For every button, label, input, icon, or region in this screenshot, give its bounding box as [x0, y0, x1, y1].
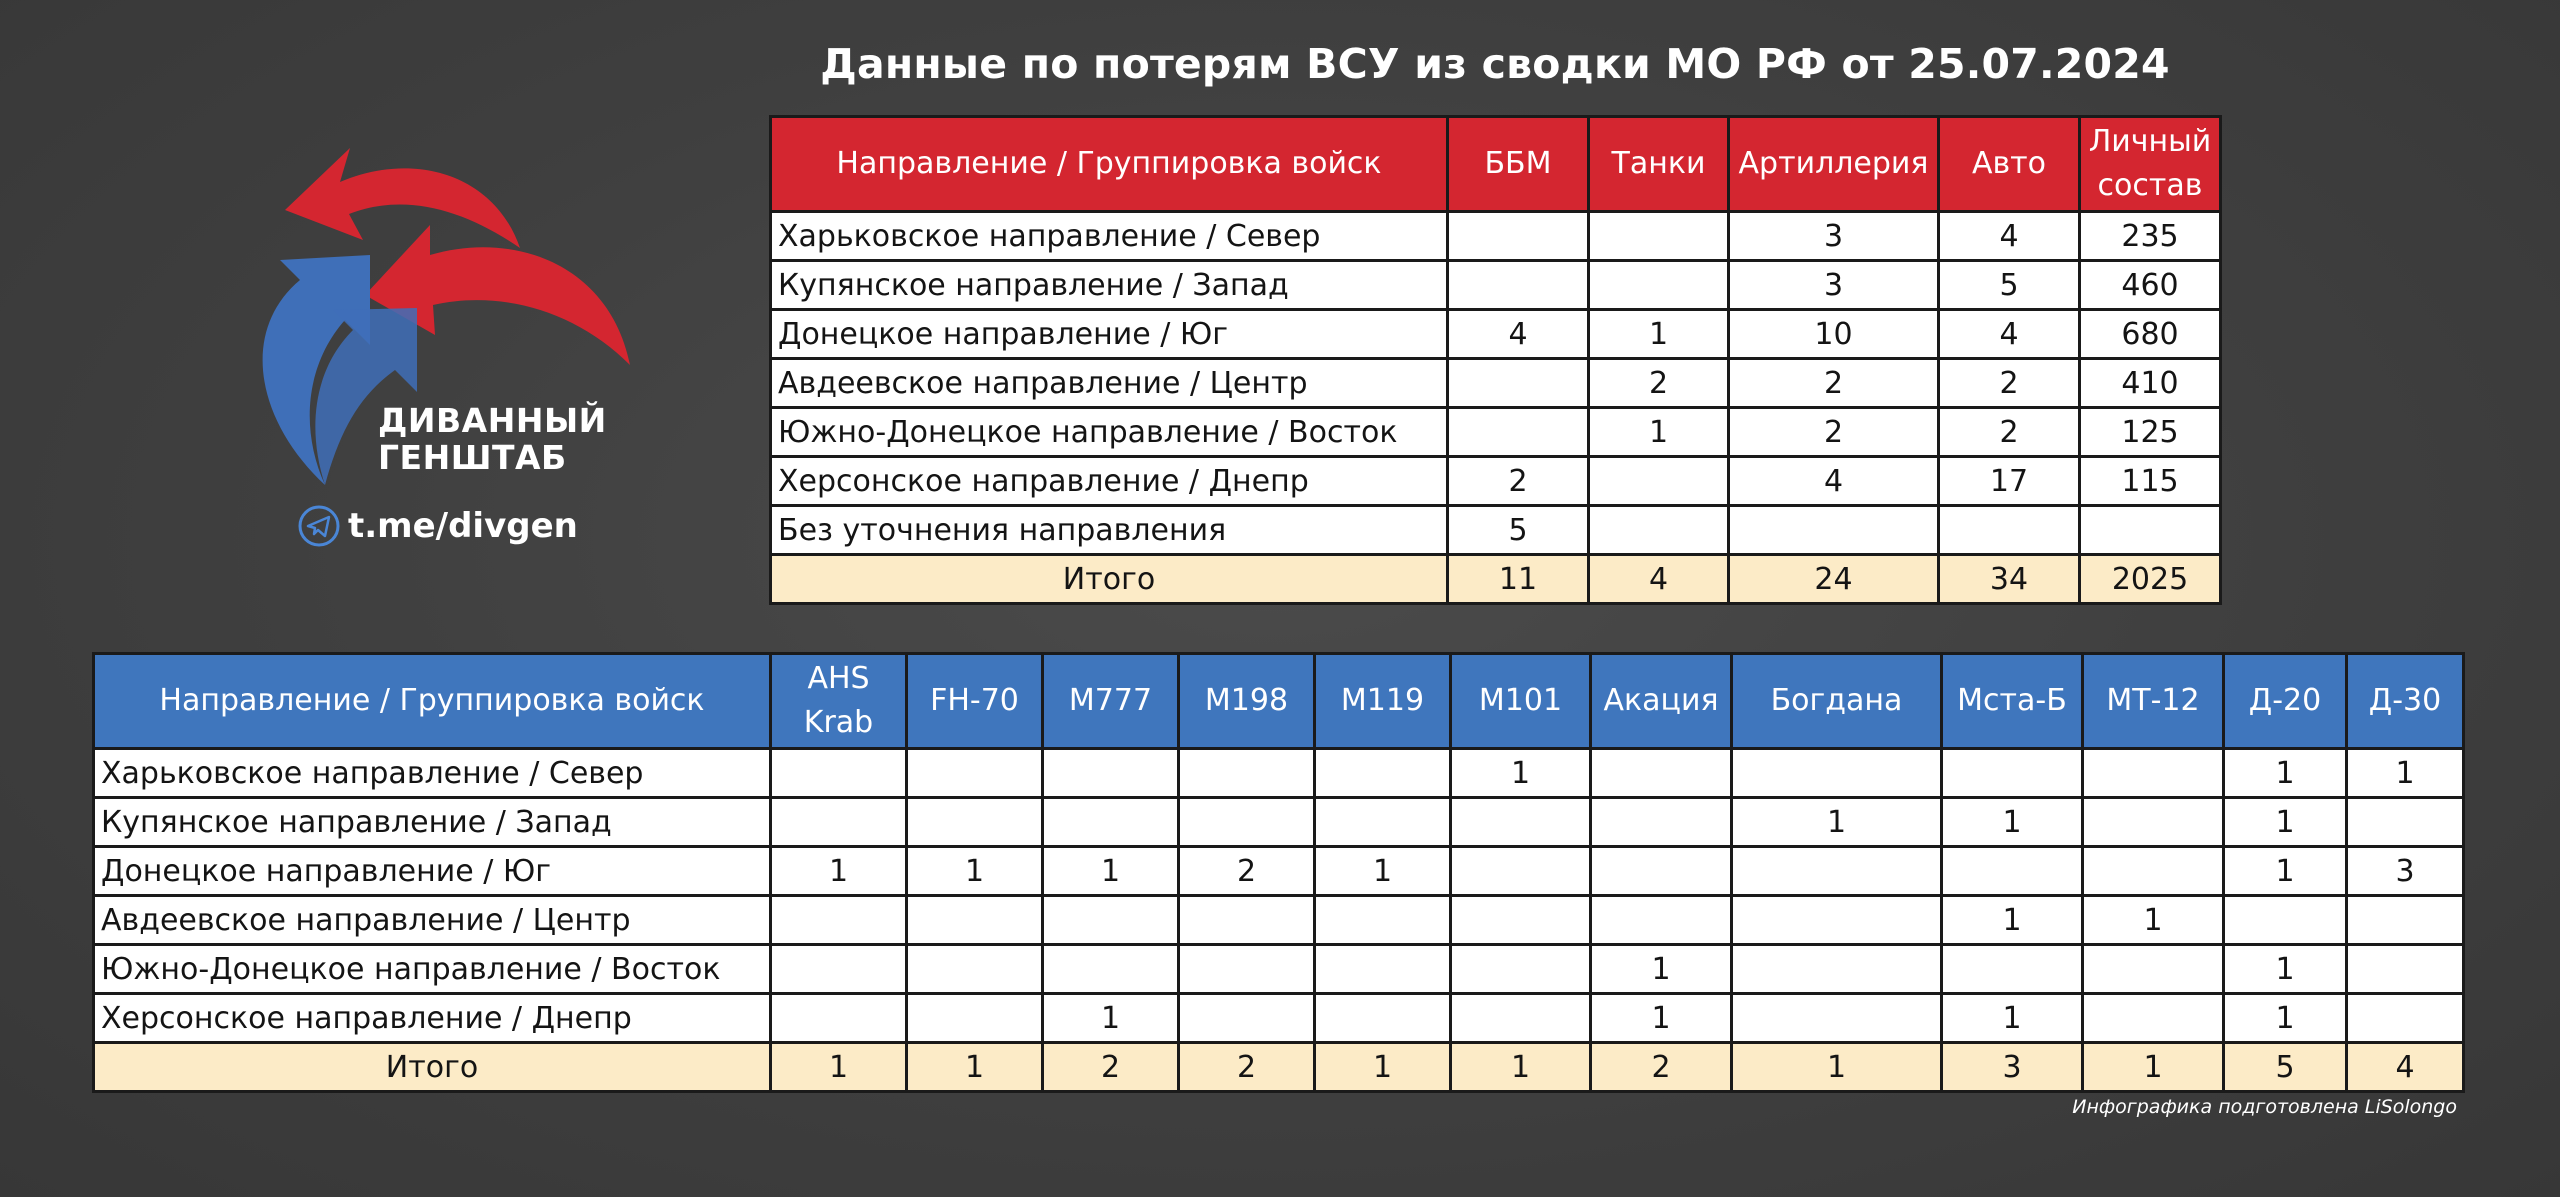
row-label: Авдеевское направление / Центр [771, 359, 1448, 408]
column-header: Акация [1591, 654, 1732, 749]
column-header: Направление / Группировка войск [94, 654, 771, 749]
losses-summary-table [769, 115, 2222, 605]
table-row [94, 798, 2464, 847]
column-header: Д-20 [2224, 654, 2347, 749]
total-cell: 24 [1729, 555, 1939, 604]
table-cell: 3 [2347, 847, 2464, 896]
table-cell: 1 [2224, 798, 2347, 847]
total-cell: 34 [1939, 555, 2080, 604]
table-row [771, 408, 2221, 457]
table-cell [1732, 749, 1942, 798]
table-cell [2347, 945, 2464, 994]
column-header: Личный состав [2080, 117, 2221, 212]
column-header: МТ-12 [2083, 654, 2224, 749]
table-cell [771, 994, 907, 1043]
table-cell [1179, 945, 1315, 994]
table-cell: 4 [1939, 212, 2080, 261]
telegram-link-text: t.me/divgen [348, 506, 578, 546]
table-cell: 5 [1448, 506, 1589, 555]
telegram-link[interactable] [298, 505, 578, 547]
table-cell: 1 [1942, 994, 2083, 1043]
table-cell: 1 [1942, 896, 2083, 945]
total-cell: 2 [1591, 1043, 1732, 1092]
table-row [94, 945, 2464, 994]
column-header: AHS Krab [771, 654, 907, 749]
total-cell: 3 [1942, 1043, 2083, 1092]
table-row [771, 359, 2221, 408]
total-cell: 1 [2083, 1043, 2224, 1092]
table-cell [1448, 212, 1589, 261]
table-cell: 115 [2080, 457, 2221, 506]
table-cell [1732, 847, 1942, 896]
table-cell [1589, 506, 1729, 555]
total-row [94, 1043, 2464, 1092]
column-header: M198 [1179, 654, 1315, 749]
table-cell: 1 [1732, 798, 1942, 847]
row-label: Харьковское направление / Север [771, 212, 1448, 261]
logo-line-1: ДИВАННЫЙ [378, 401, 607, 440]
table-cell [2080, 506, 2221, 555]
table-cell [1315, 896, 1451, 945]
total-label: Итого [94, 1043, 771, 1092]
table-cell [1448, 408, 1589, 457]
table-cell [1589, 457, 1729, 506]
table-cell: 4 [1939, 310, 2080, 359]
column-header: ББМ [1448, 117, 1589, 212]
total-cell: 5 [2224, 1043, 2347, 1092]
row-label: Харьковское направление / Север [94, 749, 771, 798]
column-header: Танки [1589, 117, 1729, 212]
table-cell [1732, 896, 1942, 945]
table-header-row [771, 117, 2221, 212]
table-cell [907, 896, 1043, 945]
table-cell [1451, 945, 1591, 994]
table-cell: 1 [1043, 847, 1179, 896]
total-cell: 2025 [2080, 555, 2221, 604]
table-cell [1591, 896, 1732, 945]
table-cell [1732, 945, 1942, 994]
table-cell [1451, 847, 1591, 896]
table-row [94, 847, 2464, 896]
table-cell: 17 [1939, 457, 2080, 506]
total-cell: 1 [1732, 1043, 1942, 1092]
total-cell: 2 [1179, 1043, 1315, 1092]
total-cell: 1 [771, 1043, 907, 1092]
table-cell: 2 [1939, 408, 2080, 457]
table-cell: 3 [1729, 212, 1939, 261]
table-cell [1732, 994, 1942, 1043]
total-cell: 4 [1589, 555, 1729, 604]
table-cell [2224, 896, 2347, 945]
table-cell [1179, 798, 1315, 847]
column-header: Мста-Б [1942, 654, 2083, 749]
table-cell [1451, 896, 1591, 945]
table-cell: 1 [907, 847, 1043, 896]
table-cell [1942, 847, 2083, 896]
artillery-losses-table [92, 652, 2465, 1093]
table-cell [2347, 994, 2464, 1043]
table-cell [2347, 896, 2464, 945]
table-cell: 4 [1729, 457, 1939, 506]
table-cell [1179, 994, 1315, 1043]
table-row [94, 749, 2464, 798]
table-cell: 460 [2080, 261, 2221, 310]
total-cell: 2 [1043, 1043, 1179, 1092]
table-cell: 3 [1729, 261, 1939, 310]
table-cell [2083, 994, 2224, 1043]
row-label: Купянское направление / Запад [771, 261, 1448, 310]
table-cell: 2 [1589, 359, 1729, 408]
table-cell [1315, 945, 1451, 994]
column-header: Д-30 [2347, 654, 2464, 749]
table-cell: 1 [1315, 847, 1451, 896]
table-cell [1451, 994, 1591, 1043]
table-cell [1942, 749, 2083, 798]
table-cell: 1 [1451, 749, 1591, 798]
table-cell: 1 [1043, 994, 1179, 1043]
table-cell [2347, 798, 2464, 847]
table-cell [1942, 945, 2083, 994]
table-row [771, 506, 2221, 555]
table-cell [1315, 798, 1451, 847]
table-cell [1315, 994, 1451, 1043]
total-cell: 1 [1451, 1043, 1591, 1092]
row-label: Донецкое направление / Юг [94, 847, 771, 896]
table-cell [771, 749, 907, 798]
table-cell [771, 798, 907, 847]
row-label: Авдеевское направление / Центр [94, 896, 771, 945]
table-row [771, 261, 2221, 310]
row-label: Херсонское направление / Днепр [94, 994, 771, 1043]
table-cell: 1 [2083, 896, 2224, 945]
total-label: Итого [771, 555, 1448, 604]
table-cell [1451, 798, 1591, 847]
table-cell [771, 896, 907, 945]
logo-text [378, 402, 607, 476]
column-header: Артиллерия [1729, 117, 1939, 212]
table-cell [1043, 896, 1179, 945]
table-cell [907, 798, 1043, 847]
table-cell [1589, 261, 1729, 310]
table-cell [2083, 798, 2224, 847]
table-cell: 2 [1729, 408, 1939, 457]
table-cell [1591, 847, 1732, 896]
table-cell: 410 [2080, 359, 2221, 408]
table-cell: 1 [1589, 408, 1729, 457]
column-header: Богдана [1732, 654, 1942, 749]
table-cell: 1 [1591, 994, 1732, 1043]
total-cell: 1 [907, 1043, 1043, 1092]
logo-line-2: ГЕНШТАБ [378, 438, 567, 477]
table-cell [1043, 749, 1179, 798]
total-cell: 11 [1448, 555, 1589, 604]
table-cell [1591, 749, 1732, 798]
table-row [771, 212, 2221, 261]
table-cell: 2 [1939, 359, 2080, 408]
table-cell: 10 [1729, 310, 1939, 359]
table-cell: 2 [1448, 457, 1589, 506]
table-cell [907, 994, 1043, 1043]
table-cell: 2 [1729, 359, 1939, 408]
table-cell [1448, 359, 1589, 408]
total-cell: 1 [1315, 1043, 1451, 1092]
table-cell: 2 [1179, 847, 1315, 896]
table-cell: 5 [1939, 261, 2080, 310]
telegram-icon [298, 505, 340, 547]
column-header: M119 [1315, 654, 1451, 749]
table-cell [1179, 749, 1315, 798]
total-row [771, 555, 2221, 604]
table-cell [1043, 798, 1179, 847]
table-cell [1315, 749, 1451, 798]
table-cell [1179, 896, 1315, 945]
table-cell: 1 [1591, 945, 1732, 994]
table-cell: 1 [2224, 994, 2347, 1043]
table-cell [1729, 506, 1939, 555]
table-cell: 1 [2224, 945, 2347, 994]
table-cell [771, 945, 907, 994]
table-cell: 680 [2080, 310, 2221, 359]
row-label: Без уточнения направления [771, 506, 1448, 555]
logo-arrows-icon [245, 130, 665, 570]
table-cell: 1 [2224, 847, 2347, 896]
table-cell [2083, 749, 2224, 798]
table-cell: 1 [2347, 749, 2464, 798]
table-cell [1591, 798, 1732, 847]
table-cell [1043, 945, 1179, 994]
credit-text: Инфографика подготовлена LiSolongo [2072, 1096, 2457, 1118]
table-cell [907, 945, 1043, 994]
page-title: Данные по потерям ВСУ из сводки МО РФ от 25.07.2024 [820, 40, 2170, 88]
column-header: M777 [1043, 654, 1179, 749]
table-cell [2083, 847, 2224, 896]
row-label: Херсонское направление / Днепр [771, 457, 1448, 506]
row-label: Донецкое направление / Юг [771, 310, 1448, 359]
column-header: FH-70 [907, 654, 1043, 749]
table-cell [1448, 261, 1589, 310]
table-cell [1939, 506, 2080, 555]
table-cell: 1 [1942, 798, 2083, 847]
column-header: M101 [1451, 654, 1591, 749]
table-row [94, 896, 2464, 945]
table-cell: 125 [2080, 408, 2221, 457]
table-row [771, 457, 2221, 506]
column-header: Направление / Группировка войск [771, 117, 1448, 212]
column-header: Авто [1939, 117, 2080, 212]
table-row [94, 994, 2464, 1043]
table-cell: 1 [1589, 310, 1729, 359]
row-label: Южно-Донецкое направление / Восток [94, 945, 771, 994]
table-cell: 4 [1448, 310, 1589, 359]
table-cell: 1 [2224, 749, 2347, 798]
table-cell: 235 [2080, 212, 2221, 261]
total-cell: 4 [2347, 1043, 2464, 1092]
table-cell [1589, 212, 1729, 261]
table-row [771, 310, 2221, 359]
table-header-row [94, 654, 2464, 749]
table-cell: 1 [771, 847, 907, 896]
row-label: Южно-Донецкое направление / Восток [771, 408, 1448, 457]
table-cell [907, 749, 1043, 798]
row-label: Купянское направление / Запад [94, 798, 771, 847]
table-cell [2083, 945, 2224, 994]
